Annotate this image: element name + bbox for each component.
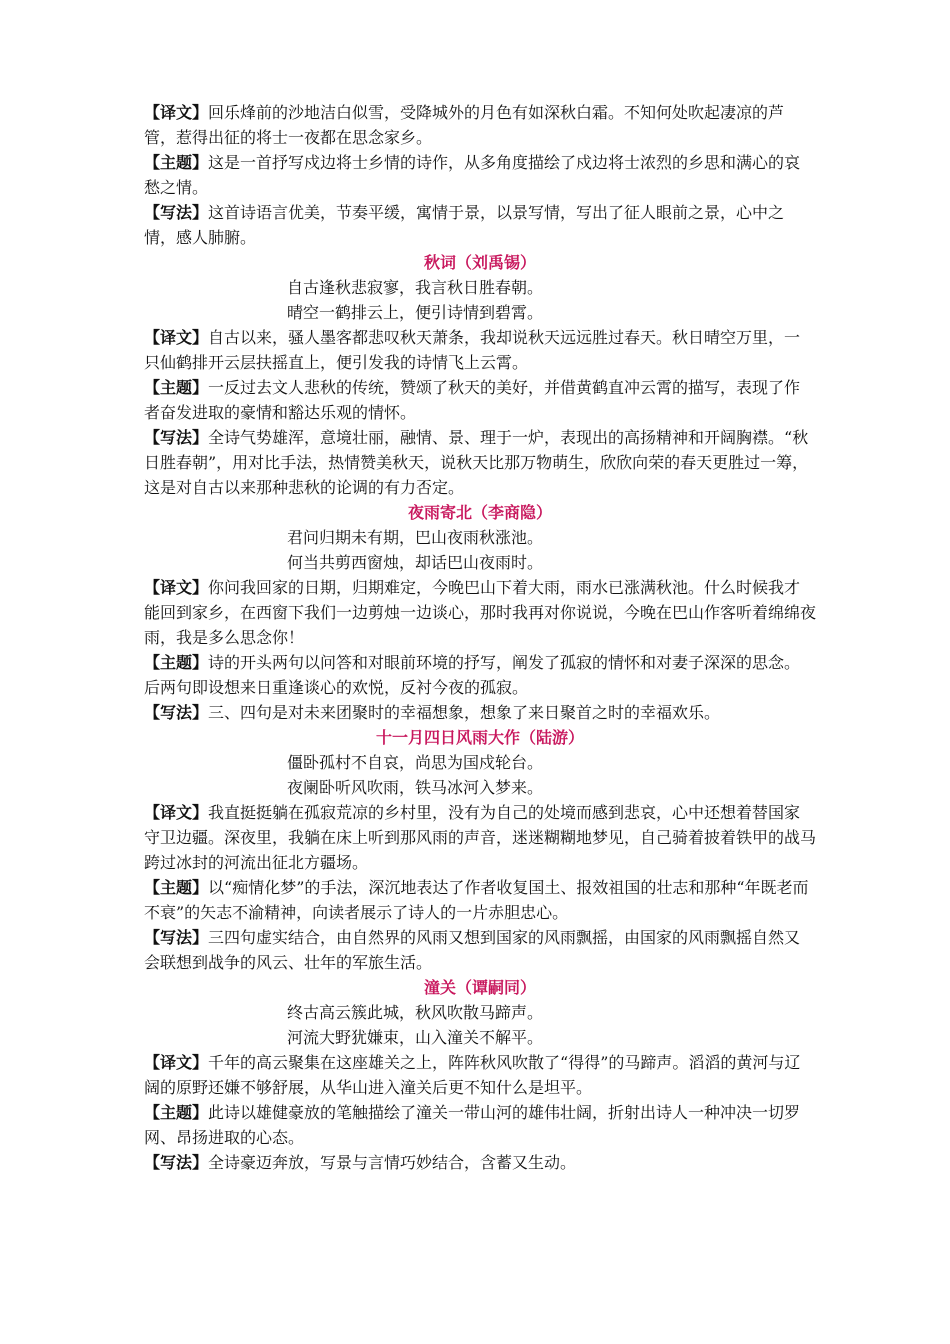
technique-text: 全诗豪迈奔放，写景与言情巧妙结合，含蓄又生动。 [208, 1153, 577, 1172]
translation-label: 【译文】 [144, 1053, 209, 1072]
poem-title: 夜雨寄北（李商隐） [407, 503, 552, 522]
poem-technique [144, 925, 816, 975]
theme-text: 以“痴情化梦”的手法，深沉地表达了作者收复国土、报效祖国的壮志和那种“年既老而不衰”的矢志不渝精神，向读者展示了诗人的一片赤胆忠心。 [144, 878, 809, 922]
technique-label: 【写法】 [144, 203, 209, 222]
translation-text: 回乐烽前的沙地洁白似雪，受降城外的月色有如深秋白霜。不知何处吹起凄凉的芦管，惹得出征的将士一夜都在思念家乡。 [144, 103, 785, 147]
translation-label: 【译文】 [144, 803, 209, 822]
poem-verse: 君问归期未有期，巴山夜雨秋涨池。 [287, 528, 544, 547]
poem-technique [144, 425, 816, 500]
theme-label: 【主题】 [144, 378, 209, 397]
theme-label: 【主题】 [144, 653, 209, 672]
poem-theme [144, 875, 816, 925]
poem-translation [144, 575, 816, 650]
theme-text: 这是一首抒写戍边将士乡情的诗作，从多角度描绘了戍边将士浓烈的乡思和满心的哀愁之情。 [144, 153, 801, 197]
poem-title: 十一月四日风雨大作（陆游） [375, 728, 584, 747]
theme-label: 【主题】 [144, 153, 209, 172]
poem-title: 潼关（谭嗣同） [423, 978, 536, 997]
poem-verse: 僵卧孤村不自哀，尚思为国戍轮台。 [287, 753, 544, 772]
translation-text: 我直挺挺躺在孤寂荒凉的乡村里，没有为自己的处境而感到悲哀，心中还想着替国家守卫边疆。深夜里，我躺在床上听到那风雨的声音，迷迷糊糊地梦见，自己骑着披着铁甲的战马跨过冰封的河流出征北方疆场。 [144, 803, 817, 872]
technique-label: 【写法】 [144, 703, 209, 722]
translation-text: 你问我回家的日期，归期难定，今晚巴山下着大雨，雨水已涨满秋池。什么时候我才能回到家乡，在西窗下我们一边剪烛一边谈心，那时我再对你说说，今晚在巴山作客听着绵绵夜雨，我是多么思念你！ [144, 578, 817, 647]
poem-theme [144, 650, 816, 700]
theme-text: 此诗以雄健豪放的笔触描绘了潼关一带山河的雄伟壮阔，折射出诗人一种冲决一切罗网、昂扬进取的心态。 [144, 1103, 801, 1147]
theme-text: 诗的开头两句以问答和对眼前环境的抒写，阐发了孤寂的情怀和对妻子深深的思念。后两句即设想来日重逢谈心的欢悦，反衬今夜的孤寂。 [144, 653, 801, 697]
technique-label: 【写法】 [144, 1153, 209, 1172]
theme-label: 【主题】 [144, 878, 209, 897]
translation-label: 【译文】 [144, 578, 209, 597]
poem-verse: 河流大野犹嫌束，山入潼关不解平。 [287, 1028, 544, 1047]
intro-technique [144, 200, 816, 250]
poem-verse: 何当共剪西窗烛，却话巴山夜雨时。 [287, 553, 544, 572]
theme-text: 一反过去文人悲秋的传统，赞颂了秋天的美好，并借黄鹤直冲云霄的描写，表现了作者奋发进取的豪情和豁达乐观的情怀。 [144, 378, 801, 422]
technique-text: 这首诗语言优美，节奏平缓，寓情于景，以景写情，写出了征人眼前之景，心中之情，感人肺腑。 [144, 203, 785, 247]
technique-text: 三、四句是对未来团聚时的幸福想象，想象了来日聚首之时的幸福欢乐。 [208, 703, 721, 722]
poem-verse: 夜阑卧听风吹雨，铁马冰河入梦来。 [287, 778, 544, 797]
document-page [144, 100, 816, 1175]
technique-label: 【写法】 [144, 928, 209, 947]
poem-title: 秋词（刘禹锡） [423, 253, 536, 272]
intro-translation [144, 100, 816, 150]
poem-technique [144, 1150, 816, 1175]
poem-translation [144, 325, 816, 375]
poem-verse: 自古逢秋悲寂寥，我言秋日胜春朝。 [287, 278, 544, 297]
technique-text: 全诗气势雄浑，意境壮丽，融情、景、理于一炉，表现出的高扬精神和开阔胸襟。“秋日胜春朝”，用对比手法，热情赞美秋天，说秋天比那万物萌生，欣欣向荣的春天更胜过一筹，这是对自古以来那种悲秋的论调的有力否定。 [144, 428, 809, 497]
theme-label: 【主题】 [144, 1103, 209, 1122]
poem-theme [144, 375, 816, 425]
translation-text: 千年的高云聚集在这座雄关之上，阵阵秋风吹散了“得得”的马蹄声。滔滔的黄河与辽阔的原野还嫌不够舒展，从华山进入潼关后更不知什么是坦平。 [144, 1053, 801, 1097]
translation-label: 【译文】 [144, 103, 209, 122]
translation-label: 【译文】 [144, 328, 209, 347]
poem-translation [144, 1050, 816, 1100]
technique-text: 三四句虚实结合，由自然界的风雨又想到国家的风雨飘摇，由国家的风雨飘摇自然又会联想到战争的风云、壮年的军旅生活。 [144, 928, 801, 972]
poem-verse: 终古高云簇此城，秋风吹散马蹄声。 [287, 1003, 544, 1022]
intro-theme [144, 150, 816, 200]
technique-label: 【写法】 [144, 428, 209, 447]
translation-text: 自古以来，骚人墨客都悲叹秋天萧条，我却说秋天远远胜过春天。秋日晴空万里，一只仙鹤排开云层扶摇直上，便引发我的诗情飞上云霄。 [144, 328, 801, 372]
poem-translation [144, 800, 816, 875]
poem-verse: 晴空一鹤排云上，便引诗情到碧霄。 [287, 303, 544, 322]
poem-technique [144, 700, 816, 725]
poem-theme [144, 1100, 816, 1150]
